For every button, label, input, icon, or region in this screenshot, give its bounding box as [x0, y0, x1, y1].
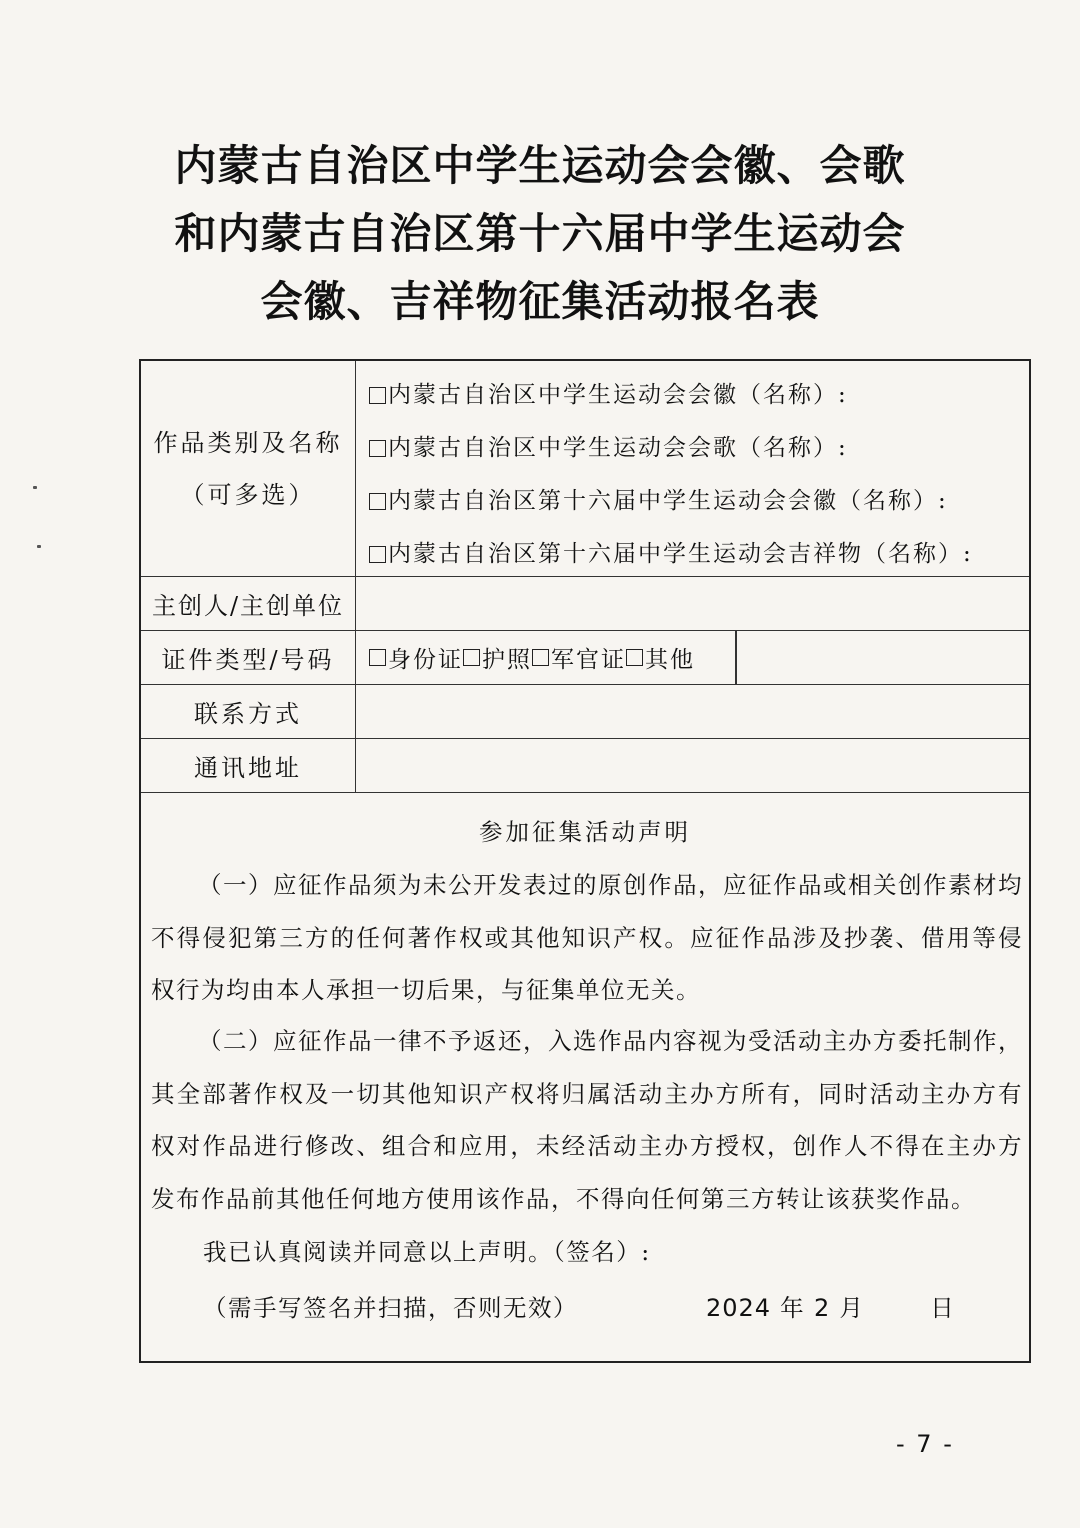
contact-field[interactable]	[357, 685, 1029, 738]
contact-row	[141, 685, 1029, 739]
address-row	[141, 739, 1029, 793]
date-year: 2024	[706, 1294, 772, 1322]
category-option-school-emblem[interactable]: 内蒙古自治区中学生运动会会徽（名称）:	[369, 369, 973, 422]
declaration-para-1: （一）应征作品须为未公开发表过的原创作品，应征作品或相关创作素材均不得侵犯第三方的任何著作权或其他知识产权。应征作品涉及抄袭、借用等侵权行为均由本人承担一切后果，与征集单位无关。	[151, 871, 1023, 1004]
category-options	[369, 369, 973, 581]
category-label-main: 作品类别及名称	[153, 428, 343, 457]
id-option-military: 军官证	[551, 647, 626, 673]
creator-row	[141, 577, 1029, 631]
category-option-school-song[interactable]: 内蒙古自治区中学生运动会会歌（名称）:	[369, 422, 973, 475]
date-day-unit: 日	[930, 1294, 956, 1322]
signature-note: （需手写签名并扫描，否则无效）	[203, 1294, 578, 1322]
id-label: 证件类型/号码	[141, 631, 356, 684]
id-row	[141, 631, 1029, 685]
date-month: 2	[814, 1294, 831, 1322]
scan-speck	[37, 545, 41, 548]
id-option-idcard: 身份证	[388, 647, 463, 673]
page-number: - 7 -	[896, 1430, 954, 1458]
signature-date	[706, 1289, 955, 1323]
title-line-1: 内蒙古自治区中学生运动会会徽、会歌	[174, 141, 906, 190]
category-row	[141, 361, 1029, 577]
checkbox[interactable]	[369, 493, 386, 510]
date-month-unit: 月	[839, 1294, 865, 1322]
creator-field[interactable]	[357, 577, 1029, 630]
id-option-passport: 护照	[482, 647, 532, 673]
checkbox[interactable]	[369, 649, 386, 666]
checkbox[interactable]	[369, 440, 386, 457]
category-option-16th-emblem[interactable]: 内蒙古自治区第十六届中学生运动会会徽（名称）:	[369, 475, 973, 528]
id-option-other: 其他	[645, 647, 695, 673]
checkbox[interactable]	[626, 649, 643, 666]
scan-speck	[33, 486, 37, 489]
category-label	[141, 361, 356, 576]
declaration-title: 参加征集活动声明	[479, 818, 691, 846]
id-number-field[interactable]	[737, 631, 1029, 684]
contact-label: 联系方式	[141, 685, 356, 738]
creator-label: 主创人/主创单位	[141, 577, 356, 630]
form-title	[0, 132, 1080, 336]
declaration-section	[141, 793, 1029, 1361]
category-option-16th-mascot[interactable]: 内蒙古自治区第十六届中学生运动会吉祥物（名称）:	[369, 528, 973, 581]
id-type-options	[369, 631, 695, 684]
address-label: 通讯地址	[141, 739, 356, 792]
agree-statement: 我已认真阅读并同意以上声明。（签名）:	[203, 1238, 651, 1266]
declaration-para-2: （二）应征作品一律不予返还，入选作品内容视为受活动主办方委托制作，其全部著作权及一切其他知识产权将归属活动主办方所有，同时活动主办方有权对作品进行修改、组合和应用，未经活动主办方授权，创作人不得在主办方发布作品前其他任何地方使用该作品，不得向任何第三方转让该获奖作品。	[151, 1027, 1023, 1213]
registration-form	[139, 359, 1031, 1363]
category-label-sub: （可多选）	[180, 480, 316, 509]
checkbox[interactable]	[369, 387, 386, 404]
title-line-3: 会徽、吉祥物征集活动报名表	[260, 277, 820, 326]
checkbox[interactable]	[463, 649, 480, 666]
date-year-unit: 年	[780, 1294, 806, 1322]
address-field[interactable]	[357, 739, 1029, 792]
checkbox[interactable]	[532, 649, 549, 666]
checkbox[interactable]	[369, 546, 386, 563]
title-line-2: 和内蒙古自治区第十六届中学生运动会	[174, 209, 906, 258]
